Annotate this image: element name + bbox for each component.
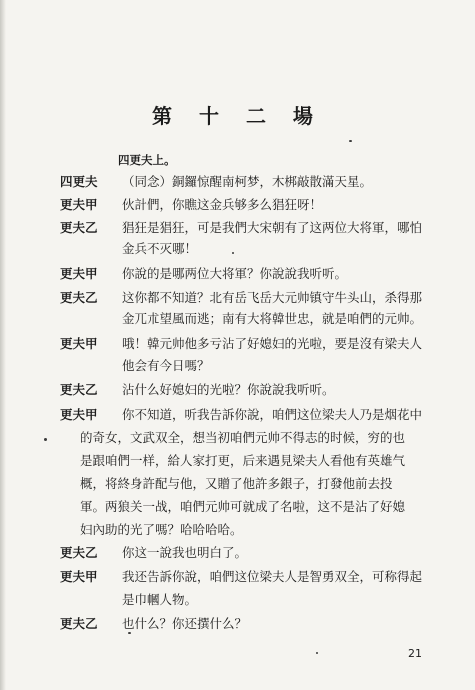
speaker-name: 更夫甲 [60, 266, 98, 281]
line-text: 猖狂是猖狂，可是我們大宋朝有了这两位大将軍，哪怕 [122, 220, 423, 235]
dialogue-line [60, 543, 465, 563]
line-continuation: 妇內助的光了嗎？哈哈哈哈。 [80, 522, 243, 537]
line-continuation: 金兀朮望風而逃；南有大将韓世忠，就是咱們的元帅。 [122, 311, 423, 326]
dialogue-line [60, 405, 465, 425]
line-text: 你这一說我也明白了。 [122, 545, 248, 560]
speaker-name: 更夫乙 [60, 382, 98, 397]
line-text: 哦！韓元帅他多亏沾了好媳妇的光啦，要是沒有梁夫人 [122, 336, 423, 351]
stage-direction: 四更夫上。 [118, 153, 176, 167]
line-text: 你不知道，听我告訴你說，咱們这位梁夫人乃是烟花中 [122, 407, 423, 422]
line-continuation: 是跟咱們一样，給人家打更，后来遇見梁夫人看他有英雄气 [80, 453, 406, 468]
speaker-name: 更夫乙 [60, 290, 98, 305]
line-continuation: 是巾幗人物。 [122, 592, 198, 607]
line-text: 沾什么好媳妇的光啦？你說說我听听。 [122, 382, 335, 397]
speaker-name: 更夫乙 [60, 545, 98, 560]
dialogue-line [60, 614, 465, 634]
line-continuation: 軍。两狼关一战，咱們元帅可就成了名啦，这不是沾了好媳 [80, 499, 406, 514]
dialogue-line [60, 567, 465, 587]
line-text: 我还告訴你說，咱們这位梁夫人是智勇双全，可称得起 [122, 569, 423, 584]
speaker-name: 更夫甲 [60, 197, 98, 212]
line-text: 这你都不知道？北有岳飞岳大元帅镇守牛头山，杀得那 [122, 290, 423, 305]
speaker-name: 更夫甲 [60, 336, 98, 351]
page-number: 21 [408, 647, 422, 660]
dialogue-line [60, 264, 465, 284]
scene-title: 第 十 二 場 [152, 104, 323, 128]
dialogue-line [60, 172, 465, 192]
speaker-name: 更夫甲 [60, 407, 98, 422]
print-speck [316, 652, 318, 654]
line-text: 也什么？你还撰什么？ [122, 616, 248, 631]
dialogue-line [60, 380, 465, 400]
line-text: 你說的是哪两位大将軍？你說說我听听。 [122, 266, 348, 281]
line-text: （同念）銅鑼惊醒南柯梦，木梆敲散滿天星。 [122, 174, 373, 189]
speaker-name: 更夫乙 [60, 616, 98, 631]
line-text: 伙計們，你瞧这金兵够多么猖狂呀！ [122, 197, 323, 212]
print-speck [44, 438, 47, 441]
dialogue-line [60, 334, 465, 354]
line-continuation: 概，将終身許配与他，又贈了他許多銀子，打發他前去投 [80, 476, 393, 491]
dialogue-line [60, 218, 465, 238]
dialogue-line [60, 288, 465, 308]
print-speck [349, 140, 352, 142]
speaker-name: 四更夫 [60, 174, 98, 189]
speaker-name: 更夫甲 [60, 569, 98, 584]
line-continuation: 金兵不灭哪！ [122, 241, 198, 256]
print-speck [232, 252, 234, 254]
line-continuation: 的奇女，文武双全，想当初咱們元帅不得志的时候，穷的也 [80, 430, 406, 445]
speaker-name: 更夫乙 [60, 220, 98, 235]
dialogue-line [60, 195, 465, 215]
print-speck [128, 632, 131, 634]
line-continuation: 他会有今日嗎？ [122, 358, 210, 373]
